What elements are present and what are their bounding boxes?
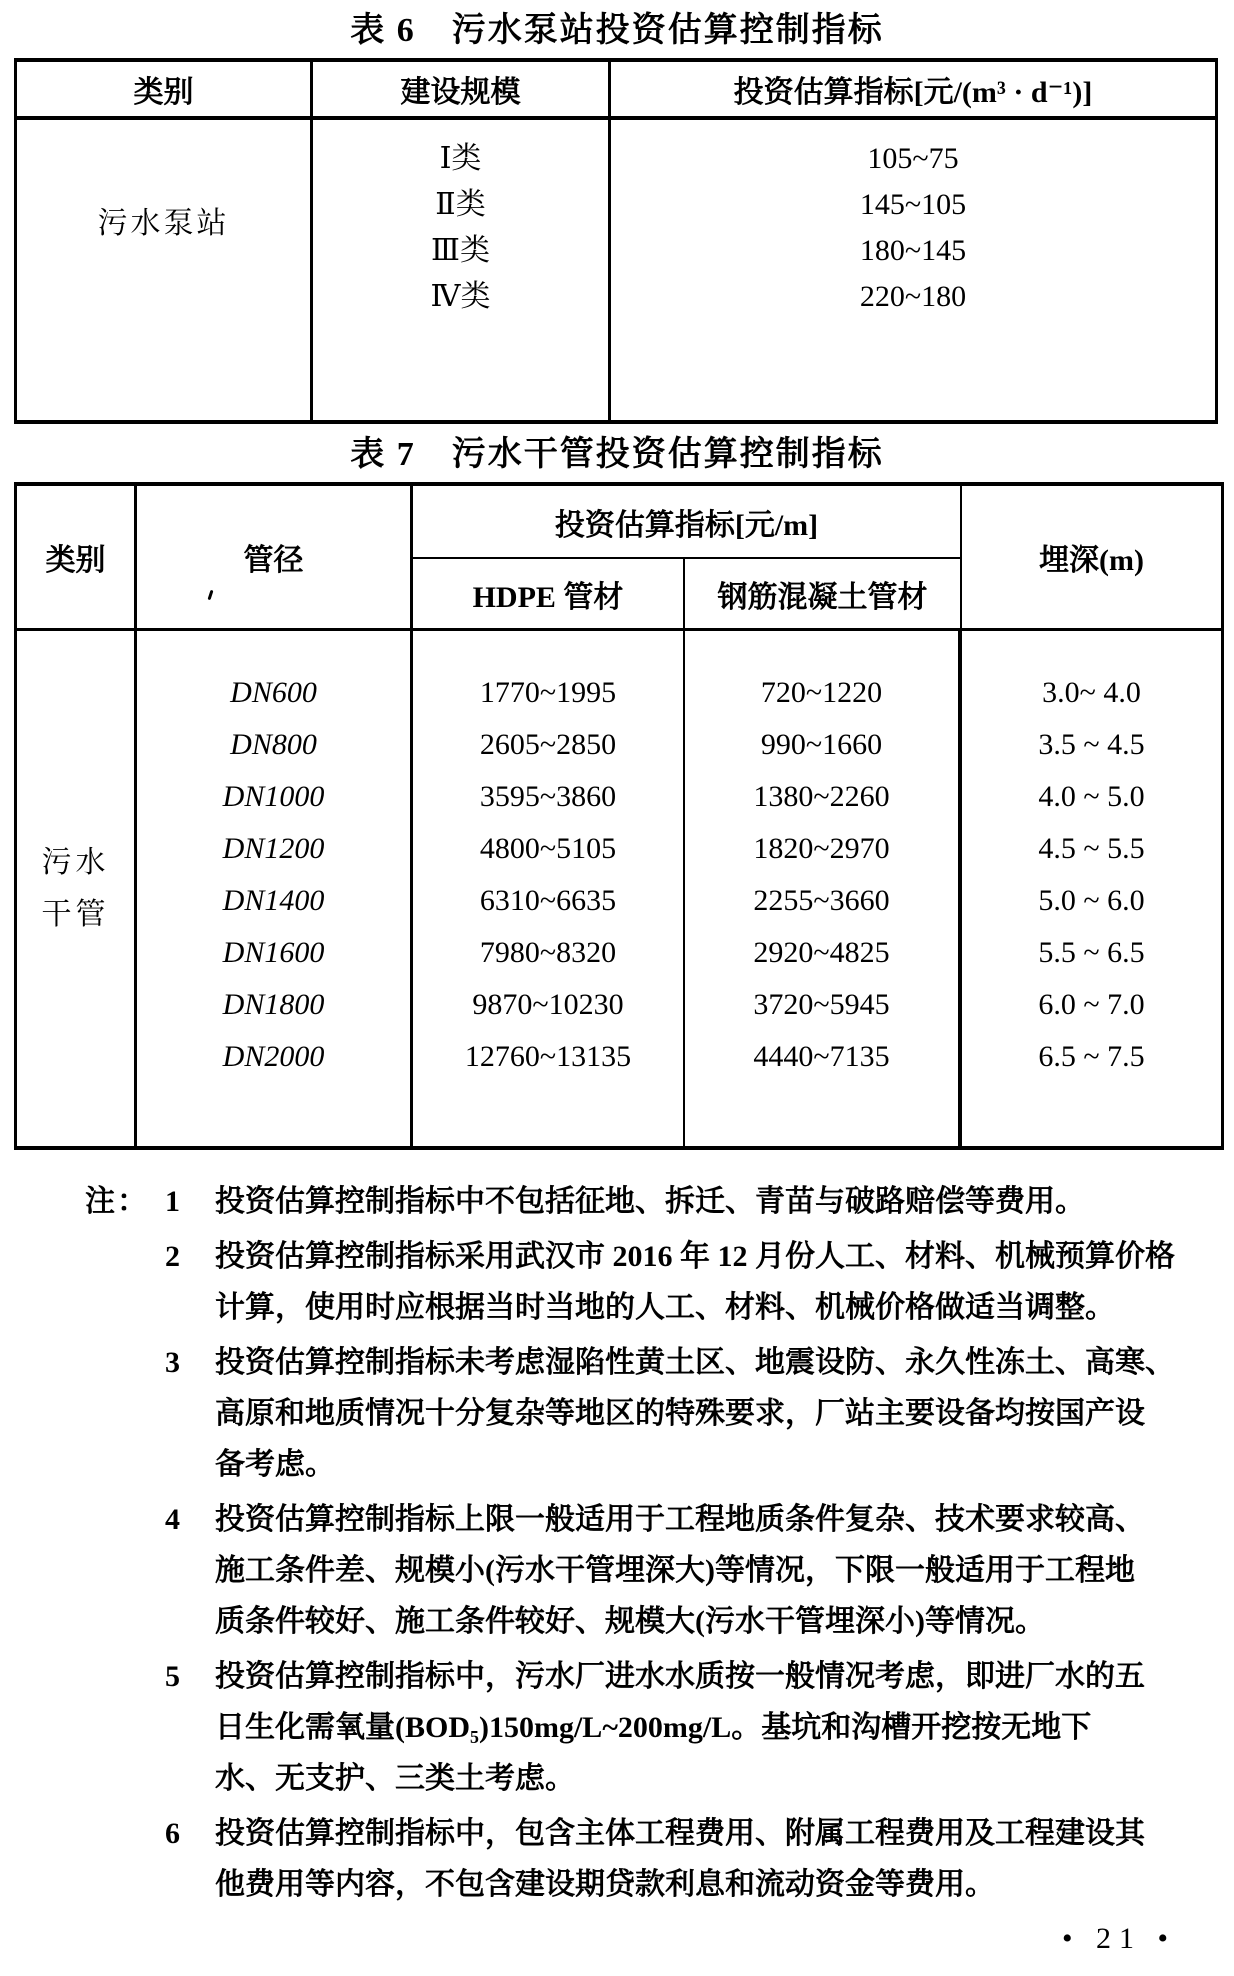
table7-header-investment-group: [413, 486, 960, 628]
note-line: 高原和地质情况十分复杂等地区的特殊要求，厂站主要设备均按国产设: [215, 1397, 1145, 1430]
table7-concrete-cell: 2920~4825: [753, 936, 890, 969]
table7-depth-cell: 5.0 ~ 6.0: [1038, 884, 1145, 917]
table7-diameter-cell: DN1000: [222, 780, 325, 813]
note-line: 投资估算控制指标采用武汉市 2016 年 12 月份人工、材料、机械预算价格: [215, 1240, 1175, 1273]
note-item: [85, 1231, 1225, 1333]
table7-concrete-cell: 990~1660: [760, 728, 883, 761]
note-item: [85, 1651, 1225, 1804]
note-item: [85, 1337, 1225, 1490]
table6-scale-column: [313, 120, 611, 420]
note-text: [215, 1176, 1225, 1227]
note-text: [215, 1651, 1225, 1804]
table6-value-column: [611, 120, 1215, 420]
notes-label-spacer: [85, 1337, 165, 1490]
table7-hdpe-cell: 7980~8320: [479, 936, 617, 969]
table7-body: [17, 631, 1221, 1146]
note-line: 投资估算控制指标未考虑湿陷性黄土区、地震设防、永久性冻土、高寒、: [215, 1346, 1175, 1379]
note-line: 日生化需氧量(BOD₅)150mg/L~200mg/L。基坑和沟槽开挖按无地下: [215, 1711, 1092, 1744]
note-line: 水、无支护、三类土考虑。: [215, 1762, 575, 1795]
table7-header-concrete: 钢筋混凝土管材: [717, 580, 928, 614]
notes-label-spacer: [85, 1651, 165, 1804]
table7-category-line: 干管: [41, 897, 110, 931]
table7-category-cell: [17, 631, 137, 1146]
table7-hdpe-cell: 3595~3860: [479, 780, 617, 813]
table7-hdpe-cell: 12760~13135: [464, 1040, 632, 1073]
table6-title: 表 6 污水泵站投资估算控制指标: [350, 12, 884, 49]
notes-section: [85, 1176, 1225, 1910]
note-line: 质条件较好、施工条件较好、规模大(污水干管埋深小)等情况。: [215, 1605, 1045, 1638]
table7-hdpe-cell: 6310~6635: [479, 884, 617, 917]
note-number: 3: [165, 1346, 180, 1379]
note-text: [215, 1494, 1225, 1647]
note-line: 备考虑。: [215, 1448, 335, 1481]
table7-category-line: 污水: [41, 845, 110, 879]
note-line: 计算，使用时应根据当时当地的人工、材料、机械价格做适当调整。: [215, 1291, 1115, 1324]
table7-header-investment: 投资估算指标[元/m]: [413, 486, 960, 559]
table6-value-line: 145~105: [859, 188, 967, 221]
notes-label-spacer: [85, 1231, 165, 1333]
table6-header-row: [17, 62, 1215, 120]
table7-depth-cell: 3.5 ~ 4.5: [1038, 728, 1145, 761]
table7-concrete-cell: 3720~5945: [753, 988, 890, 1021]
table7-hdpe-cell: 9870~10230: [472, 988, 624, 1021]
table7-header-subrow: [413, 559, 960, 628]
table7-hdpe-cell: 2605~2850: [479, 728, 617, 761]
note-number: 1: [165, 1185, 180, 1218]
note-line: 投资估算控制指标中，包含主体工程费用、附属工程费用及工程建设其: [215, 1817, 1145, 1850]
note-line: 投资估算控制指标中不包括征地、拆迁、青苗与破路赔偿等费用。: [215, 1185, 1085, 1218]
table7-diameter-cell: DN2000: [222, 1040, 325, 1073]
notes-label: 注：: [85, 1185, 149, 1218]
table7-concrete-cell: 2255~3660: [753, 884, 890, 917]
table7-diameter-cell: DN1600: [222, 936, 325, 969]
table7: [14, 482, 1224, 1150]
note-number: 4: [165, 1503, 180, 1536]
table7-header-category: 类别: [17, 486, 137, 628]
note-text: [215, 1231, 1225, 1333]
table7-header: [17, 486, 1221, 631]
table6-scale-line: Ⅲ类: [431, 234, 490, 267]
page-number: • 21 •: [1061, 1922, 1176, 1955]
note-number: 6: [165, 1817, 180, 1850]
table7-depth-cell: 6.5 ~ 7.5: [1038, 1040, 1145, 1073]
notes-label-spacer: [85, 1808, 165, 1910]
table6-value-line: 220~180: [859, 280, 967, 313]
note-number: 5: [165, 1660, 180, 1693]
table7-hdpe-cell: 1770~1995: [479, 676, 617, 709]
note-item: [85, 1808, 1225, 1910]
table7-diameter-cell: DN600: [230, 676, 317, 709]
note-line: 施工条件差、规模小(污水干管埋深大)等情况，下限一般适用于工程地: [215, 1554, 1135, 1587]
note-text: [215, 1337, 1225, 1490]
note-line: 投资估算控制指标上限一般适用于工程地质条件复杂、技术要求较高、: [215, 1503, 1145, 1536]
table7-header-depth: 埋深(m): [960, 486, 1221, 628]
note-number: 2: [165, 1240, 180, 1273]
table7-depth-column: [960, 631, 1221, 1146]
table6-header-indicator: 投资估算指标[元/(m³ · d⁻¹)]: [733, 76, 1093, 109]
note-item: [85, 1494, 1225, 1647]
table6-scale-line: Ⅰ类: [439, 142, 482, 175]
table7-diameter-cell: DN1400: [222, 884, 325, 917]
table7-depth-cell: 4.5 ~ 5.5: [1038, 832, 1145, 865]
table6: [14, 58, 1218, 424]
table7-header-diameter: 管径: [137, 486, 413, 628]
table7-hdpe-cell: 4800~5105: [479, 832, 617, 865]
table6-category-cell: 污水泵站: [17, 120, 313, 420]
table7-depth-cell: 3.0~ 4.0: [1042, 676, 1141, 709]
table7-diameter-cell: DN1200: [222, 832, 325, 865]
table7-concrete-cell: 1820~2970: [753, 832, 890, 865]
note-line: 投资估算控制指标中，污水厂进水水质按一般情况考虑，即进厂水的五: [215, 1660, 1145, 1693]
table7-concrete-cell: 720~1220: [760, 676, 883, 709]
table7-concrete-cell: 4440~7135: [753, 1040, 890, 1073]
table7-diameter-cell: DN1800: [222, 988, 325, 1021]
table7-depth-cell: 4.0 ~ 5.0: [1038, 780, 1145, 813]
table6-body: [17, 120, 1215, 420]
note-line: 他费用等内容，不包含建设期贷款利息和流动资金等费用。: [215, 1868, 995, 1901]
notes-label-spacer: [85, 1494, 165, 1647]
table7-hdpe-column: [413, 631, 685, 1146]
table7-diameter-column: [137, 631, 413, 1146]
table7-depth-cell: 5.5 ~ 6.5: [1038, 936, 1145, 969]
table7-title: 表 7 污水干管投资估算控制指标: [350, 436, 884, 473]
note-item: [85, 1176, 1225, 1227]
note-text: [215, 1808, 1225, 1910]
table6-scale-line: Ⅳ类: [430, 280, 491, 313]
table7-diameter-cell: DN800: [230, 728, 317, 761]
table7-concrete-cell: 1380~2260: [753, 780, 890, 813]
table6-value-line: 105~75: [867, 142, 959, 175]
table6-scale-line: Ⅱ类: [435, 188, 486, 221]
table7-concrete-column: [685, 631, 960, 1146]
table6-header-category: 类别: [17, 62, 313, 116]
table6-header-scale: 建设规模: [313, 62, 611, 116]
table7-header-hdpe: HDPE 管材: [413, 559, 685, 628]
table6-value-line: 180~145: [859, 234, 967, 267]
table7-depth-cell: 6.0 ~ 7.0: [1038, 988, 1145, 1021]
